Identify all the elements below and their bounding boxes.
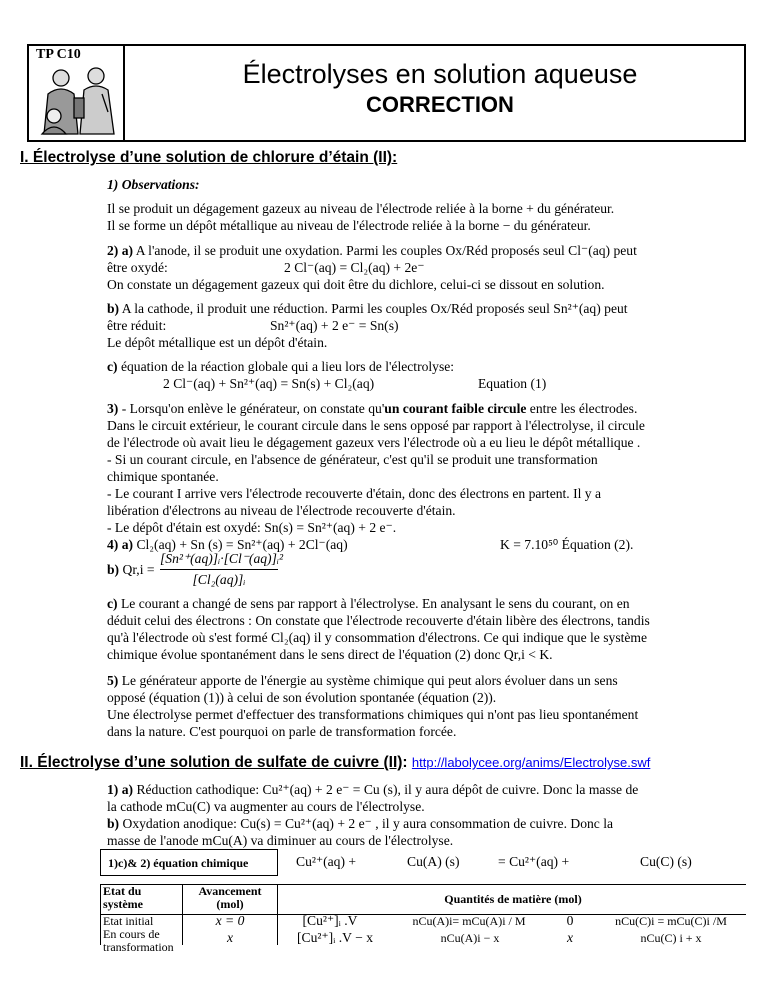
q3-line-1: 3) - Lorsqu'on enlève le générateur, on constate qu'un courant faible circule entre les électrodes. [107, 401, 638, 416]
q2a-line-1: 2) a) A l'anode, il se produit une oxydation. Parmi les couples Ox/Réd proposés seul Cl⁻(aq) peut [107, 243, 637, 258]
q4a-line: 4) a) Cl₂(aq) + Sn (s) = Sn²⁺(aq) + 2Cl⁻(aq) [107, 537, 348, 552]
animation-link[interactable]: http://labolycee.org/anims/Electrolyse.swf [411, 755, 651, 770]
q2a-line-2: être oxydé: [107, 260, 168, 275]
page-subtitle: CORRECTION [366, 92, 514, 117]
row-initial-etat: Etat initial [103, 914, 154, 928]
q4b-numerator: [Sn²⁺(aq)]ᵢ·[Cl⁻(aq)]ᵢ² [160, 551, 284, 566]
row-initial-c2: nCu(A)i= mCu(A)i / M [412, 914, 526, 928]
q3-line-3: de l'électrode où avait lieu le dégagement gazeux vers l'électrode où a eu lieu le dépôt métallique . [107, 435, 641, 450]
q2c-line-1: c) équation de la réaction globale qui a lieu lors de l'électrolyse: [107, 359, 455, 374]
eq-term-1: Cu²⁺(aq) + [296, 854, 357, 869]
q3-line-8: - Le dépôt d'étain est oxydé: Sn(s) = Sn²⁺(aq) + 2 e⁻. [107, 520, 397, 535]
q2a-equation: 2 Cl⁻(aq) = Cl₂(aq) + 2e⁻ [284, 260, 425, 275]
header-quantites: Quantités de matière (mol) [444, 892, 582, 906]
q5-line-1: 5) Le générateur apporte de l'énergie au système chimique qui peut alors évoluer dans un sens [107, 673, 618, 688]
header-etat: Etat du système [103, 884, 143, 911]
q2b-line-1: b) A la cathode, il produit une réduction. Parmi les couples Ox/Réd proposés seul Sn²⁺(aq) peut [107, 301, 628, 316]
row-initial-c3: 0 [566, 913, 574, 928]
page-title: Électrolyses en solution aqueuse [242, 59, 638, 89]
q4b-label: b) Qr,i = [107, 562, 155, 577]
q4c-line-4: chimique évolue spontanément dans le sens direct de l'équation (2) donc Qr,i < K. [107, 647, 553, 662]
q4c-line-2: déduit celui des électrons : On constate que l'électrode recouverte d'étain libère des électrons, tandis [107, 613, 650, 628]
section-1-title: I. Électrolyse d’une solution de chlorure d’étain (II): [20, 149, 398, 166]
header-avancement: Avancement (mol) [198, 884, 262, 911]
row-cours-c2: nCu(A)i − x [440, 931, 500, 945]
eq-term-4: Cu(C) (s) [640, 854, 692, 869]
table-equation-label: 1)c)& 2) équation chimique [108, 856, 249, 870]
row-cours-c1: [Cu²⁺]ᵢ .V − x [296, 930, 374, 945]
row-initial-c4: nCu(C)i = mCu(C)i /M [615, 914, 727, 928]
q3-line-4: - Si un courant circule, en l'absence de générateur, c'est qu'il se produit une transformation [107, 452, 598, 467]
s2-q1b-line-2: masse de l'anode mCu(A) va diminuer au cours de l'électrolyse. [107, 833, 454, 848]
q5-line-2: opposé (équation (1)) à celui de son évolution spontanée (équation (2)). [107, 690, 497, 705]
row-initial-c1: [Cu²⁺]ᵢ .V [302, 913, 358, 928]
q4b-fraction-bar [160, 569, 278, 570]
q2c-equation: 2 Cl⁻(aq) + Sn²⁺(aq) = Sn(s) + Cl₂(aq) [163, 376, 375, 391]
q2b-equation: Sn²⁺(aq) + 2 e⁻ = Sn(s) [270, 318, 399, 333]
q3-line-7: libération d'électrons au niveau de l'électrode recouverte d'étain. [107, 503, 456, 518]
q2a-line-3: On constate un dégagement gazeux qui doit être du dichlore, celui-ci se dissout en solution. [107, 277, 605, 292]
observations-heading: 1) Observations: [107, 177, 200, 192]
eq-term-2: Cu(A) (s) [407, 854, 460, 869]
q5-line-4: dans la nature. C'est pourquoi on parle de transformation forcée. [107, 724, 457, 739]
row-cours-c4: nCu(C) i + x [640, 931, 702, 945]
s2-q1a-line-1: 1) a) Réduction cathodique: Cu²⁺(aq) + 2 e⁻ = Cu (s), il y aura dépôt de cuivre. Donc la masse de [107, 782, 639, 797]
q3-line-2: Dans le circuit extérieur, le courant circule dans le sens opposé par rapport à l'électrolyse, il circule [107, 418, 645, 433]
q5-line-3: Une électrolyse permet d'effectuer des transformations chimiques qui n'ont pas lieu spontanément [107, 707, 639, 722]
q2b-line-2: être réduit: [107, 318, 167, 333]
q4c-line-3: qu'à l'électrode où s'est formé Cl₂(aq) il y consommation d'électrons. Ce qui indique que le système [107, 630, 648, 645]
tp-label: TP C10 [36, 47, 81, 62]
s2-q1b-line-1: b) Oxydation anodique: Cu(s) = Cu²⁺(aq) + 2 e⁻ , il y aura consommation de cuivre. Donc la [107, 816, 614, 831]
advancement-table [100, 849, 746, 954]
q3-line-5: chimique spontanée. [107, 469, 219, 484]
q3-line-6: - Le courant I arrive vers l'électrode recouverte d'étain, donc des électrons en partent. Il y a [107, 486, 602, 501]
q2b-line-3: Le dépôt métallique est un dépôt d'étain. [107, 335, 328, 350]
row-initial-x: x = 0 [215, 913, 245, 928]
obs-line-2: Il se forme un dépôt métallique au niveau de l'électrode reliée à la borne − du générateur. [107, 218, 591, 233]
q4b-denominator: [Cl₂(aq)]ᵢ [192, 572, 246, 587]
scientists-illustration [36, 64, 120, 138]
q4a-constant: K = 7.10⁵⁰ Équation (2). [500, 537, 634, 552]
section-2-title: II. Électrolyse d’une solution de sulfate de cuivre (II): http://labolycee.org/anims/Electrolyse.swf [20, 754, 651, 771]
row-cours-x: x [226, 930, 234, 945]
q4c-line-1: c) Le courant a changé de sens par rapport à l'électrolyse. En analysant le sens du courant, on en [107, 596, 630, 611]
q2c-equation-label: Equation (1) [478, 376, 547, 391]
s2-q1a-line-2: la cathode mCu(C) va augmenter au cours de l'électrolyse. [107, 799, 425, 814]
eq-term-3: = Cu²⁺(aq) + [498, 854, 570, 869]
row-cours-etat: En cours de transformation [103, 927, 174, 954]
row-cours-c3: x [566, 930, 574, 945]
obs-line-1: Il se produit un dégagement gazeux au niveau de l'électrode reliée à la borne + du générateur. [107, 201, 615, 216]
